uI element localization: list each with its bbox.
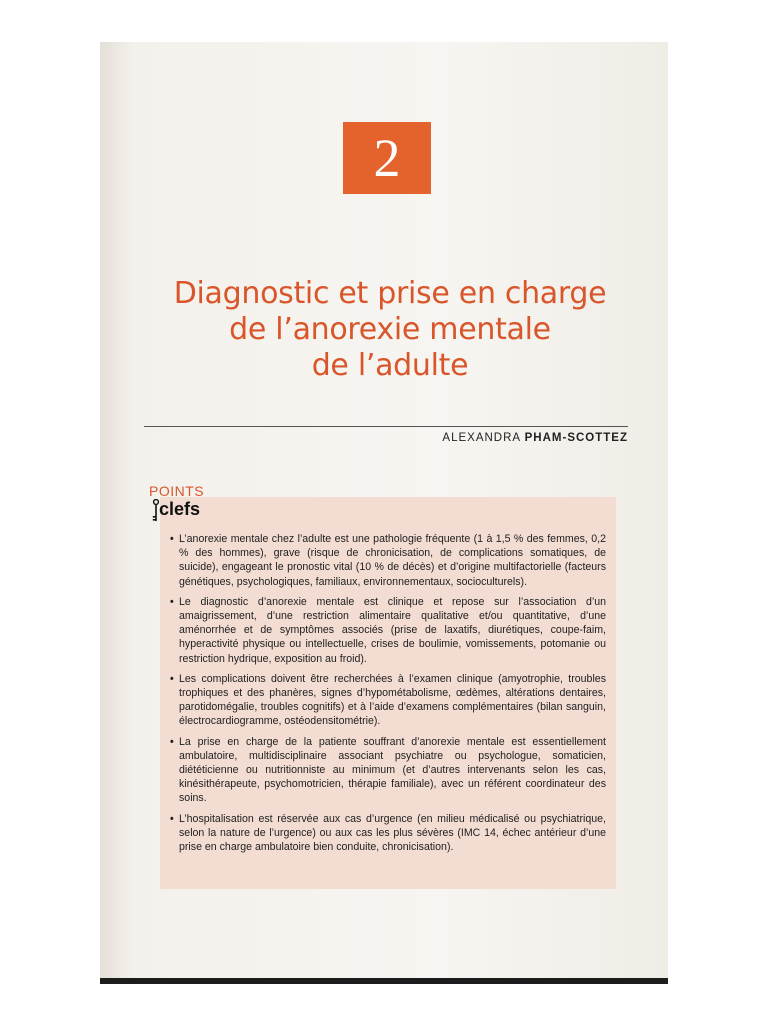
book-page xyxy=(100,42,668,982)
chapter-title-line: Diagnostic et prise en charge xyxy=(173,276,607,311)
list-item xyxy=(170,595,606,666)
bullet-icon: • xyxy=(170,735,174,748)
list-item-text: L’hospitalisation est réservée aux cas d’urgence (en milieu médicalisé ou psychiatrique, selon la nature de l’urgence) ou aux cas les plus sévères (IMC 14, échec antérieur d’une prise en charge ambulatoire bien conduite, chronicisation). xyxy=(179,812,606,854)
bullet-icon: • xyxy=(170,533,174,545)
author-first-name: ALEXANDRA xyxy=(442,432,521,444)
bullet-icon: • xyxy=(170,672,174,685)
key-points-list xyxy=(170,532,606,860)
chapter-number: 2 xyxy=(373,128,401,188)
logo-clefs-text: clefs xyxy=(159,499,201,519)
author-name xyxy=(442,432,628,444)
bullet-icon: • xyxy=(170,595,174,608)
chapter-number-box xyxy=(343,122,431,194)
chapter-title-line: de l’adulte xyxy=(311,348,469,383)
author-last-name: PHAM-SCOTTEZ xyxy=(524,432,628,444)
title-divider xyxy=(144,426,628,427)
key-points-logo xyxy=(149,483,259,527)
chapter-title-line: de l’anorexie mentale xyxy=(229,312,551,347)
chapter-title xyxy=(140,276,640,384)
list-item-text: L’anorexie mentale chez l’adulte est une pathologie fréquente (1 à 1,5 % des femmes, 0,2 % des hommes), grave (risque de chronicisation, de complications somatiques, de suicide), engageant le pronostic vital (10 % de décès) et d’origine multifactorielle (facteurs génétiques, psychologiques, familiaux, environnementaux, socioculturels). xyxy=(179,533,606,588)
list-item-text: La prise en charge de la patiente souffrant d’anorexie mentale est essentiellement ambulatoire, multidisciplinaire associant psychiatre ou psychologue, somaticien, diététicienne ou nutritionniste au minimum (et d’autres intervenants selon les cas, kinésithérapeute, psychomotricien, thérapie familiale), avec un référent coordinateur des soins. xyxy=(179,735,606,805)
list-item xyxy=(170,812,606,855)
list-item-text: Le diagnostic d’anorexie mentale est clinique et repose sur l’association d’un amaigrissement, d’une restriction alimentaire qualitative et/ou quantitative, d’une aménorrhée et de symptômes associés (prise de laxatifs, diurétiques, coupe-faim, hyperactivité physique ou intellectuelle, crises de boulimie, vomissements, potomanie ou restriction hydrique, exposition au froid). xyxy=(179,595,606,665)
logo-points-text: POINTS xyxy=(149,483,205,499)
list-item xyxy=(170,672,606,729)
list-item xyxy=(170,735,606,806)
page-bottom-edge xyxy=(100,978,668,984)
list-item xyxy=(170,532,606,589)
bullet-icon: • xyxy=(170,812,174,825)
list-item-text: Les complications doivent être recherchées à l’examen clinique (amyotrophie, troubles trophiques et des phanères, signes d’hypométabolisme, œdèmes, altérations dentaires, parotidomégalie, troubles cognitifs) et à l’aide d’examens complémentaires (bilan sanguin, électrocardiogramme, ostéodensitométrie). xyxy=(179,672,606,728)
